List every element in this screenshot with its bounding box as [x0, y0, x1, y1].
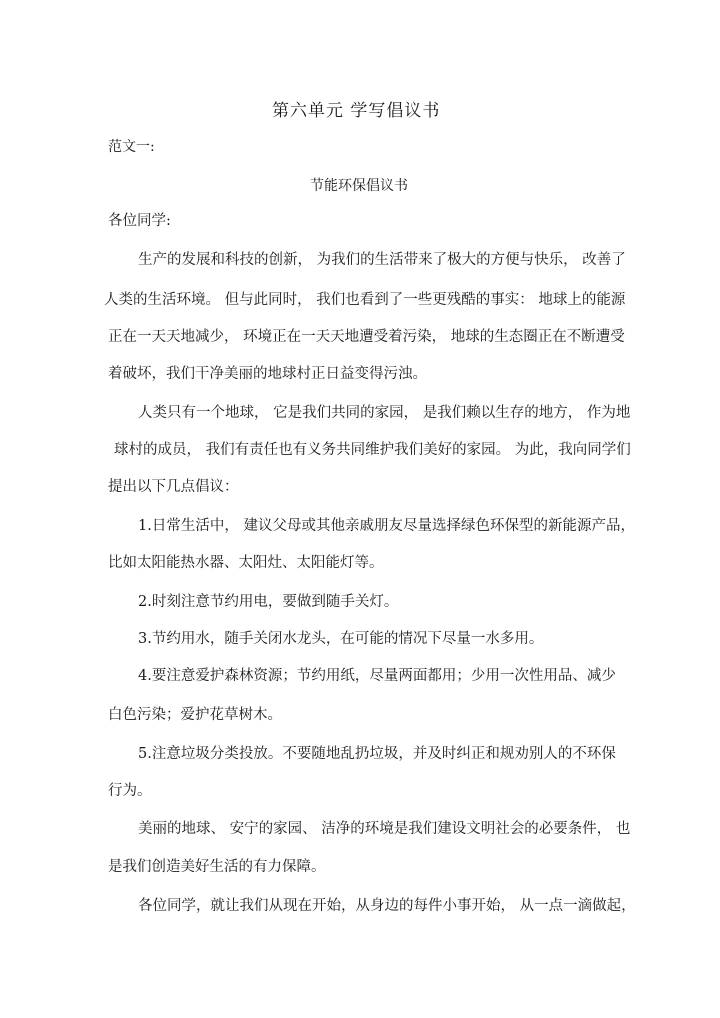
body-line: 正在一天天地减少， 环境正在一天天地遭受着污染， 地球的生态圈正在不断遭受 [108, 329, 625, 345]
body-line: 各位同学，就让我们从现在开始，从身边的每件小事开始， 从一点一滴做起， [138, 898, 636, 914]
body-line: 人类的生活环境。 但与此同时， 我们也看到了一些更残酷的事实： 地球上的能源 [104, 292, 626, 308]
proposal-item-continuation: 行为。 [108, 783, 152, 799]
proposal-item: 4.要注意爱护森林资源；节约用纸，尽量两面都用；少用一次性用品、减少 [138, 668, 616, 684]
body-line: 着破坏，我们干净美丽的地球村正日益变得污浊。 [108, 366, 427, 382]
sample-label: 范文一: [108, 139, 155, 155]
proposal-item: 2.时刻注意节约用电，要做到随手关灯。 [138, 594, 399, 610]
proposal-item: 3.节约用水，随手关闭水龙头，在可能的情况下尽量一水多用。 [138, 631, 544, 647]
greeting: 各位同学: [108, 213, 171, 229]
proposal-item: 5.注意垃圾分类投放。不要随地乱扔垃圾，并及时纠正和规劝别人的不环保 [138, 746, 616, 762]
proposal-item-continuation: 比如太阳能热水器、太阳灶、太阳能灯等。 [108, 555, 384, 571]
page-title: 第六单元 学写倡议书 [272, 101, 441, 121]
proposal-item-continuation: 白色污染；爱护花草树木。 [108, 707, 282, 723]
body-line: 生产的发展和科技的创新， 为我们的生活带来了极大的方便与快乐， 改善了 [138, 252, 626, 268]
body-line: 是我们创造美好生活的有力保障。 [108, 859, 326, 875]
body-line: 人类只有一个地球， 它是我们共同的家园， 是我们赖以生存的地方， 作为地 [138, 405, 631, 421]
proposal-item: 1.日常生活中， 建议父母或其他亲戚朋友尽量选择绿色环保型的新能源产品， [138, 518, 635, 534]
proposal-title: 节能环保倡议书 [310, 178, 408, 194]
body-line: 提出以下几点倡议： [108, 479, 239, 495]
body-line: 球村的成员， 我们有责任也有义务共同维护我们美好的家园。 为此，我向同学们 [114, 442, 631, 458]
body-line: 美丽的地球、 安宁的家园、 洁净的环境是我们建设文明社会的必要条件， 也 [138, 821, 631, 837]
